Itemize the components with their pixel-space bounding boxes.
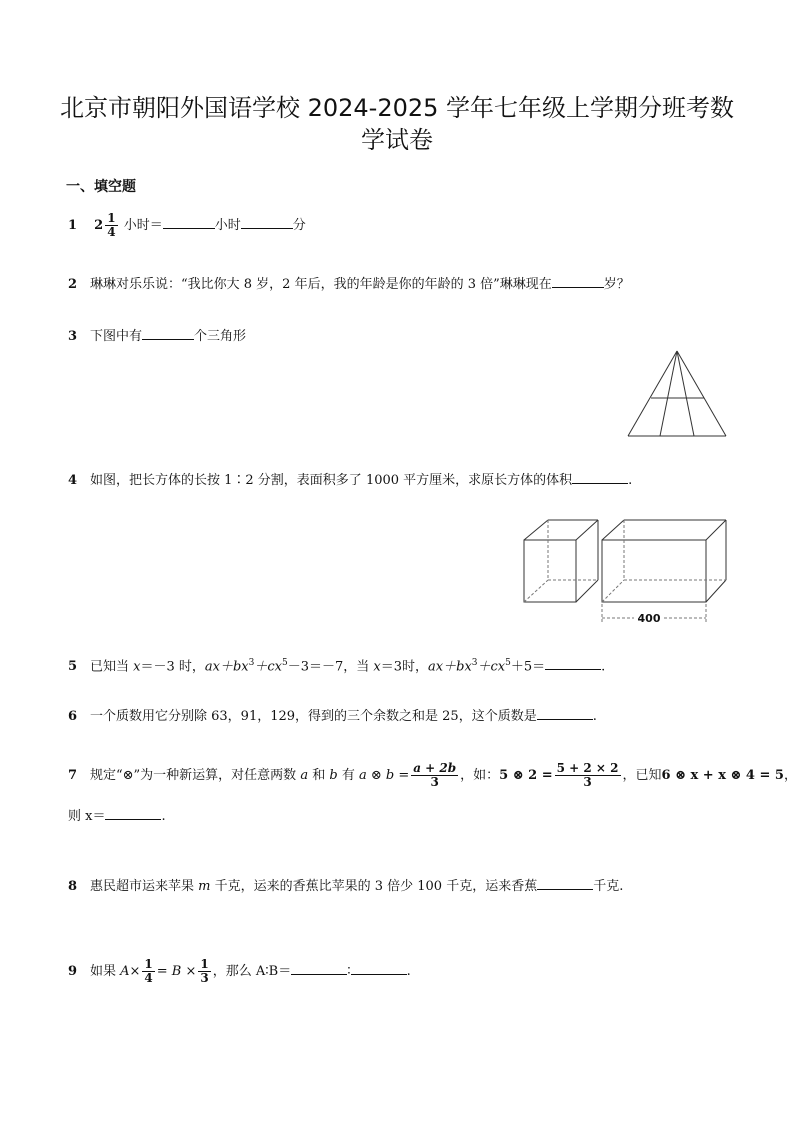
answer-blank[interactable] — [572, 470, 628, 484]
fraction-numerator: 1 — [200, 957, 209, 971]
variable-a: a — [300, 768, 309, 783]
question-text: 惠民超市运来苹果 — [90, 879, 199, 894]
expression: ＋cx — [477, 659, 506, 675]
variable-x: x — [373, 659, 381, 675]
answer-blank[interactable] — [545, 656, 601, 670]
question-text: ＝－3 时， — [140, 659, 205, 675]
question-7-line-2 — [68, 806, 166, 826]
question-text: 规定“⊗”为一种新运算，对任意两数 — [90, 768, 301, 783]
fraction-denominator: 3 — [200, 971, 209, 985]
title-line-1: 北京市朝阳外国语学校 2024-2025 学年七年级上学期分班考数 — [59, 94, 735, 122]
question-text: ，如： — [460, 768, 500, 783]
fraction — [555, 762, 621, 789]
triangle-figure — [624, 348, 730, 440]
exponent: 5 — [282, 658, 288, 668]
question-number: 1 — [68, 218, 78, 233]
answer-blank[interactable] — [142, 326, 194, 340]
variable-m: m — [198, 879, 211, 894]
question-number: 6 — [68, 709, 78, 724]
question-text: ＝3时， — [380, 659, 429, 675]
mixed-number-whole: 2 — [94, 218, 104, 233]
question-text: 已知当 — [90, 659, 134, 675]
fraction-denominator: 3 — [583, 775, 592, 789]
question-text: 如图，把长方体的长按 1∶2 分割，表面积多了 1000 平方厘米，求原长方体的体积 — [90, 473, 573, 488]
exponent: 3 — [248, 658, 255, 668]
expression: A× — [120, 964, 141, 979]
expression: = B × — [156, 964, 197, 979]
question-text: 有 — [337, 768, 359, 783]
fraction-denominator: 4 — [107, 225, 116, 239]
question-text: 琳琳对乐乐说：“我比你大 8 岁，2 年后，我的年龄是你的年龄的 3 倍”琳琳现在 — [90, 277, 552, 292]
question-9 — [68, 958, 411, 985]
question-text: 个三角形 — [194, 329, 247, 344]
cuboid-figure — [518, 516, 730, 628]
expression: ax＋bx — [428, 659, 472, 675]
exponent: 3 — [471, 658, 478, 668]
title-line-2: 学试卷 — [361, 126, 433, 154]
section-heading: 一、填空题 — [66, 179, 136, 195]
question-number: 3 — [68, 329, 78, 344]
question-1 — [68, 212, 306, 239]
question-text: ∶ — [347, 964, 351, 979]
question-text: 小时＝ — [123, 218, 163, 233]
question-number: 7 — [68, 768, 78, 783]
fraction-numerator: 1 — [107, 211, 116, 225]
question-text: . — [601, 659, 606, 675]
fraction — [142, 958, 154, 985]
question-text: ，那么 A∶B＝ — [212, 964, 292, 979]
question-8 — [68, 876, 623, 896]
question-3 — [68, 326, 246, 346]
fraction — [411, 762, 458, 789]
question-text: ＋5＝ — [510, 659, 546, 675]
variable-x: x — [133, 659, 141, 675]
question-text: 千克，运来的香蕉比苹果的 3 倍少 100 千克，运来香蕉 — [210, 879, 538, 894]
question-text: 和 — [308, 768, 330, 783]
fraction-numerator: 5 + 2 × 2 — [556, 761, 619, 775]
answer-blank[interactable] — [291, 961, 347, 975]
question-6 — [68, 706, 597, 726]
expression: ax＋bx — [204, 659, 249, 675]
fraction — [105, 212, 117, 239]
answer-blank[interactable] — [105, 806, 161, 820]
question-text: 千克. — [593, 879, 624, 894]
question-text: 岁？ — [603, 277, 630, 292]
variable-b: b — [329, 768, 338, 783]
question-2 — [68, 274, 630, 294]
question-text: ，已知 — [622, 768, 662, 783]
page-title — [40, 92, 754, 156]
question-text: . — [161, 809, 166, 824]
question-number: 8 — [68, 879, 78, 894]
fraction-denominator: 3 — [430, 775, 439, 789]
answer-blank[interactable] — [163, 215, 215, 229]
question-text: 下图中有 — [90, 329, 143, 344]
expression: a ⊗ b = — [358, 768, 410, 783]
fraction-numerator: a + 2b — [413, 761, 457, 775]
question-number: 2 — [68, 277, 78, 292]
answer-blank[interactable] — [537, 876, 593, 890]
expression: ＋cx — [254, 659, 282, 675]
fraction — [198, 958, 210, 985]
expression: 5 ⊗ 2 = — [499, 768, 553, 783]
question-text: －3＝－7，当 — [287, 659, 374, 675]
question-text: 则 x＝ — [68, 809, 106, 824]
question-text: . — [628, 473, 633, 488]
fraction-denominator: 4 — [144, 971, 153, 985]
question-4 — [68, 470, 632, 490]
question-text: 分 — [292, 218, 306, 233]
question-5 — [68, 654, 605, 676]
question-text: 如果 — [90, 964, 121, 979]
question-number: 5 — [68, 659, 78, 675]
question-text: 一个质数用它分别除 63，91，129，得到的三个余数之和是 25，这个质数是 — [90, 709, 537, 724]
question-text: ， — [783, 768, 797, 783]
answer-blank[interactable] — [552, 274, 604, 288]
question-text: . — [406, 964, 411, 979]
exponent: 5 — [505, 658, 511, 668]
question-7 — [68, 762, 797, 789]
answer-blank[interactable] — [241, 215, 293, 229]
dimension-label: 400 — [637, 612, 661, 625]
question-number: 9 — [68, 964, 78, 979]
expression: 6 ⊗ x + x ⊗ 4 = 5 — [661, 768, 784, 783]
question-text: . — [592, 709, 597, 724]
question-number: 4 — [68, 473, 78, 488]
answer-blank[interactable] — [537, 706, 593, 720]
question-text: 小时 — [214, 218, 241, 233]
fraction-numerator: 1 — [144, 957, 153, 971]
answer-blank[interactable] — [351, 961, 407, 975]
